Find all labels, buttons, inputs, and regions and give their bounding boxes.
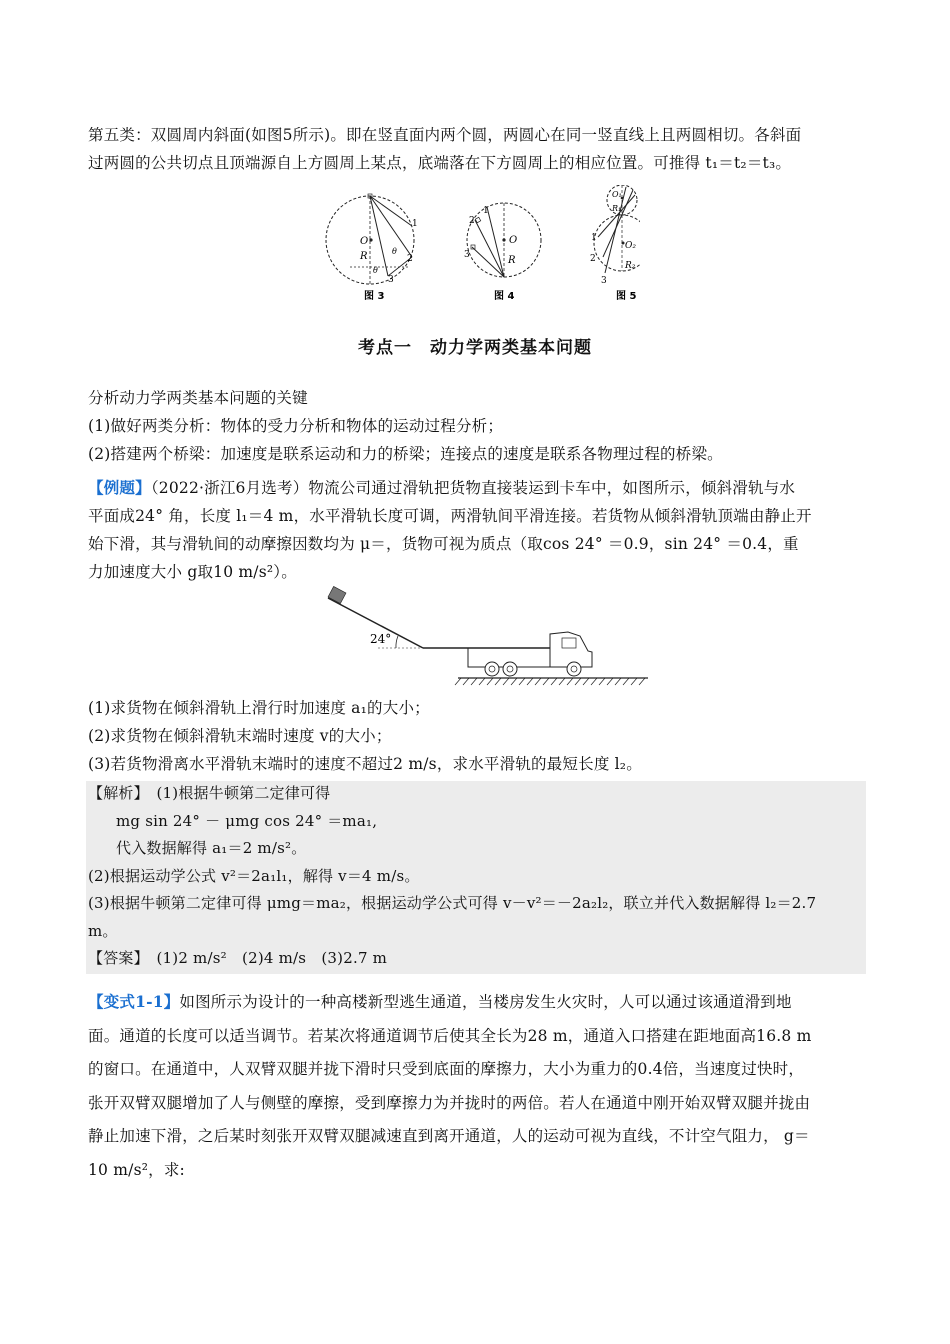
example-problem <box>88 474 864 586</box>
variant-line-6: 10 m/s²，求: <box>88 1160 185 1179</box>
fig3-caption: 图 3 <box>364 291 385 302</box>
circle-figures <box>320 185 640 307</box>
fig3-label-o: O <box>360 236 369 247</box>
solution-line-4: (2)根据运动学公式 v²＝2a₁l₁，解得 v＝4 m/s。 <box>88 866 420 885</box>
solution <box>88 780 864 973</box>
fig4-caption: 图 4 <box>494 291 515 302</box>
variant-line-5: 静止加速下滑，之后某时刻张开双臂双腿减速直到离开通道，人的运动可视为直线，不计空气阻力， g＝ <box>88 1127 810 1145</box>
example-line-4: 力加速度大小 g取10 m/s²）。 <box>88 563 297 581</box>
solution-line-1: 【解析】 (1)根据牛顿第二定律可得 <box>88 784 331 802</box>
key-heading: 分析动力学两类基本问题的关键 <box>88 389 308 407</box>
question-1: (1)求货物在倾斜滑轨上滑行时加速度 a₁的大小； <box>88 699 430 717</box>
question-2: (2)求货物在倾斜滑轨末端时速度 v的大小； <box>88 727 392 745</box>
fig5-label-2: 2 <box>590 254 596 264</box>
fig5-label-1: 1 <box>591 233 597 243</box>
fig5-caption: 图 5 <box>616 291 637 302</box>
example-line-3: 始下滑，其与滑轨间的动摩擦因数均为 μ＝，货物可视为质点（取cos 24° ＝0.9，sin 24° ＝0.4，重 <box>88 535 799 553</box>
fig5-label-r1: R₁ <box>612 204 622 213</box>
fig3-label-r: R <box>360 251 368 262</box>
figure-5 <box>590 185 640 302</box>
answer-line: 【答案】 (1)2 m/s² (2)4 m/s (3)2.7 m <box>88 949 388 967</box>
variant-line-4: 张开双臂双腿增加了人与侧壁的摩擦，受到摩擦力为并拢时的两倍。若人在通道中刚开始双臂双腿并拢由 <box>88 1093 811 1112</box>
fig3-label-theta-2: θ <box>373 266 378 275</box>
slide-truck-figure <box>318 586 648 690</box>
fig5-label-3: 3 <box>601 276 607 286</box>
variant-line-1: 如图所示为设计的一种高楼新型逃生通道，当楼房发生火灾时，人可以通过该通道滑到地 <box>179 993 792 1011</box>
question-3: (3)若货物滑离水平滑轨末端时的速度不超过2 m/s，求水平滑轨的最短长度 l₂。 <box>88 755 642 773</box>
section-title: 考点一 动力学两类基本问题 <box>358 338 592 358</box>
solution-line-5: (3)根据牛顿第二定律可得 μmg＝ma₂，根据运动学公式可得 v－v²＝－2a₂l₂，联立并代入数据解得 l₂＝2.7 <box>88 894 817 912</box>
solution-line-3: 代入数据解得 a₁＝2 m/s²。 <box>116 839 307 857</box>
cargo-box <box>328 586 346 603</box>
variant-line-3: 的窗口。在通道中，人双臂双腿并拢下滑时只受到底面的摩擦力，大小为重力的0.4倍，当速度过快时， <box>88 1060 805 1078</box>
figure-4 <box>464 203 541 302</box>
fig4-label-2: 2 <box>469 216 475 226</box>
key-item-1: (1)做好两类分析：物体的受力分析和物体的运动过程分析； <box>88 417 504 435</box>
fig4-label-r: R <box>508 255 516 266</box>
fig3-label-1: 1 <box>412 219 418 229</box>
variant-line-2: 面。通道的长度可以适当调节。若某次将通道调节后使其全长为28 m，通道入口搭建在距地面高16.8 m <box>88 1026 812 1045</box>
example-line-1: （2022·浙江6月选考）物流公司通过滑轨把货物直接装运到卡车中，如图所示，倾斜滑轨与水 <box>150 479 796 497</box>
fig5-label-r2: R₂ <box>625 261 636 271</box>
variant-problem <box>88 985 864 1187</box>
intro-line-1: 第五类：双圆周内斜面(如图5所示)。即在竖直面内两个圆，两圆心在同一竖直线上且两圆相切。各斜面 <box>88 126 802 144</box>
fig3-label-2: 2 <box>407 254 413 264</box>
fig4-label-3: 3 <box>464 250 470 260</box>
truck <box>468 632 592 676</box>
solution-line-2: mg sin 24° － μmg cos 24° ＝ma₁, <box>116 811 378 830</box>
fig5-label-o2: O₂ <box>625 241 636 251</box>
fig5-label-o1: O₁ <box>612 190 622 199</box>
fig4-label-1: 1 <box>483 206 489 216</box>
fig3-label-3: 3 <box>388 275 394 285</box>
figure-3 <box>326 194 418 302</box>
intro-paragraph <box>88 121 864 177</box>
variant-tag: 【变式1-1】 <box>88 992 180 1011</box>
intro-line-2: 过两圆的公共切点且顶端源自上方圆周上某点，底端落在下方圆周上的相应位置。可推得 t₁＝t₂＝t₃。 <box>88 154 792 172</box>
example-line-2: 平面成24° 角，长度 l₁＝4 m，水平滑轨长度可调，两滑轨间平滑连接。若货物从倾斜滑轨顶端由静止开 <box>88 507 812 525</box>
key-analysis <box>88 384 864 468</box>
example-tag: 【例题】 <box>88 478 151 497</box>
solution-line-6: m。 <box>88 921 118 940</box>
example-questions <box>88 694 864 778</box>
key-item-2: (2)搭建两个桥梁：加速度是联系运动和力的桥梁；连接点的速度是联系各物理过程的桥梁。 <box>88 445 723 463</box>
fig3-label-theta-1: θ <box>392 247 397 256</box>
fig4-label-o: O <box>509 235 518 246</box>
angle-label: 24° <box>370 632 392 646</box>
